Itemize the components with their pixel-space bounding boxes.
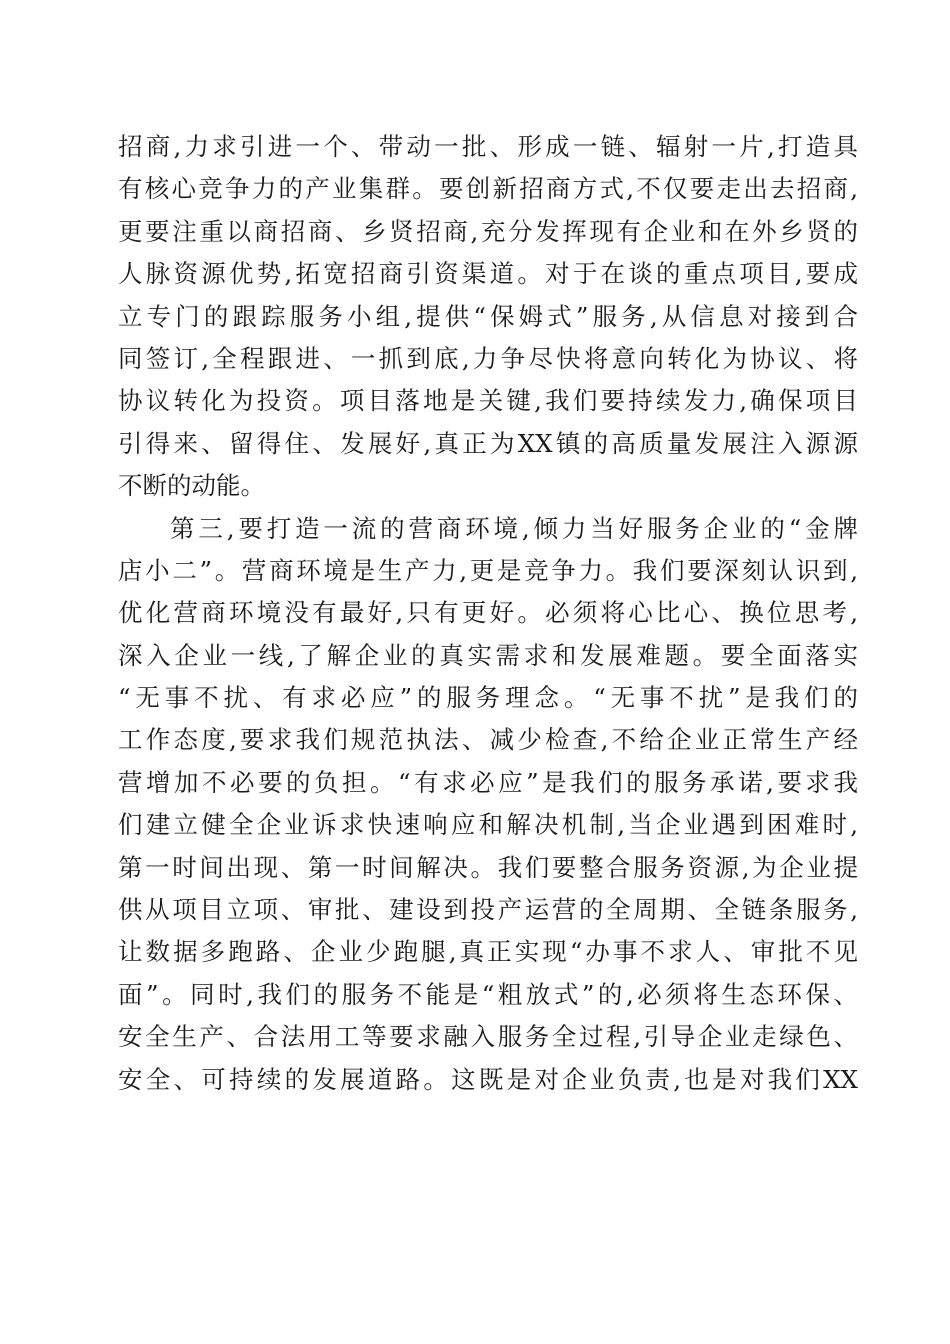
text-line: 更要注重以商招商、乡贤招商,充分发挥现有企业和在外乡贤的 <box>118 216 858 246</box>
text-line: 营增加不必要的负担。“有求必应”是我们的服务承诺,要求我 <box>118 767 858 797</box>
text-line: 让数据多跑路、企业少跑腿,真正实现“办事不求人、审批不见 <box>118 937 858 967</box>
text-line: 不断的动能。 <box>118 471 265 501</box>
text-line: 引得来、留得住、发展好,真正为XX镇的高质量发展注入源源 <box>118 428 858 458</box>
text-line: 深入企业一线,了解企业的真实需求和发展难题。要全面落实 <box>118 640 858 670</box>
text-line: 店小二”。营商环境是生产力,更是竞争力。我们要深刻认识到, <box>118 555 858 585</box>
text-line: 安全、可持续的发展道路。这既是对企业负责,也是对我们XX <box>118 1064 858 1094</box>
text-line: 面”。同时,我们的服务不能是“粗放式”的,必须将生态环保、 <box>118 979 858 1009</box>
text-line: 协议转化为投资。项目落地是关键,我们要持续发力,确保项目 <box>118 386 858 416</box>
text-line: 招商,力求引进一个、带动一批、形成一链、辐射一片,打造具 <box>118 132 858 161</box>
text-line: 人脉资源优势,拓宽招商引资渠道。对于在谈的重点项目,要成 <box>118 259 858 289</box>
text-line: 供从项目立项、审批、建设到投产运营的全周期、全链条服务, <box>118 895 858 925</box>
paragraph-third-point <box>118 508 858 1101</box>
text-line: 安全生产、合法用工等要求融入服务全过程,引导企业走绿色、 <box>118 1022 858 1052</box>
text-line: 优化营商环境没有最好,只有更好。必须将心比心、换位思考, <box>118 598 858 628</box>
text-line: “无事不扰、有求必应”的服务理念。“无事不扰”是我们的 <box>118 683 858 713</box>
text-line: 同签订,全程跟进、一抓到底,力争尽快将意向转化为协议、将 <box>118 343 858 373</box>
paragraph-continuation <box>118 126 858 508</box>
text-line: 有核心竞争力的产业集群。要创新招商方式,不仅要走出去招商, <box>118 174 858 204</box>
text-line: 们建立健全企业诉求快速响应和解决机制,当企业遇到困难时, <box>118 810 858 840</box>
text-line: 第一时间出现、第一时间解决。我们要整合服务资源,为企业提 <box>118 852 858 882</box>
document-body <box>118 126 858 1101</box>
text-line: 工作态度,要求我们规范执法、减少检查,不给企业正常生产经 <box>118 725 858 755</box>
text-line: 立专门的跟踪服务小组,提供“保姆式”服务,从信息对接到合 <box>118 301 858 331</box>
text-line: 第三,要打造一流的营商环境,倾力当好服务企业的“金牌 <box>170 513 858 543</box>
